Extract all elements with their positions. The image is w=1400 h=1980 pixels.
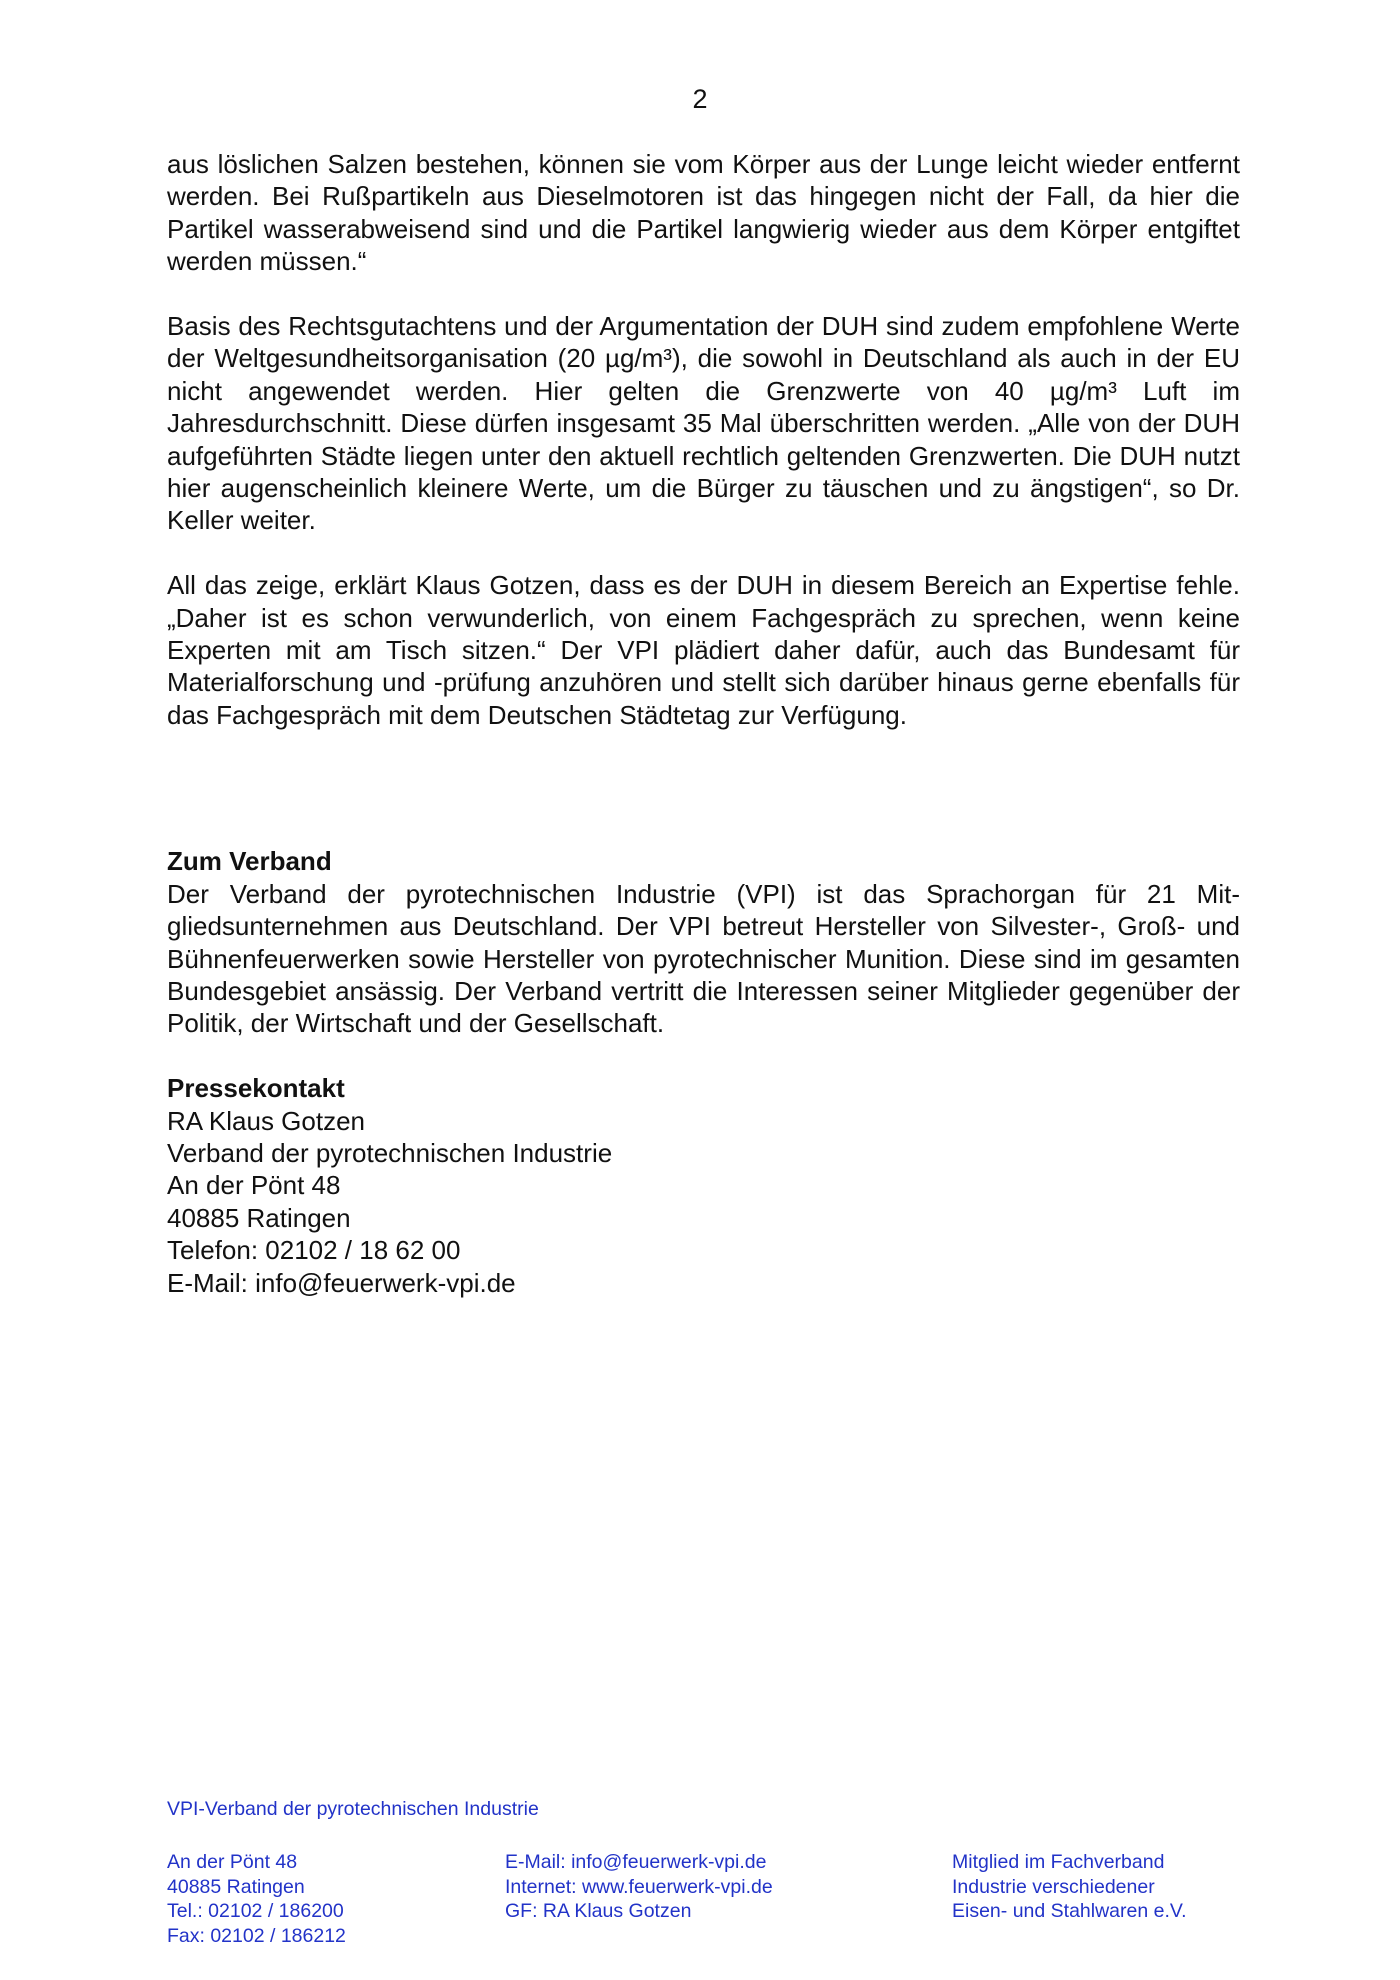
footer-membership-line-1: Mitglied im Fachverband <box>952 1851 1165 1873</box>
footer-website: Internet: www.feuerwerk-vpi.de <box>505 1875 773 1898</box>
paragraph-expertise: All das zeige, erklärt Klaus Gotzen, dass es der DUH in diesem Bereich an Expertise fehle. „Daher ist es schon verwunderlich, von einem Fachgespräch zu sprechen, wenn keine Experten mit am Tisch sitzen.“ Der VPI plädiert daher dafür, auch das Bundesamt für Materialforschung und -prüfung anzuhören und stellt sich darüber hinaus gerne ebenfalls für das Fachgespräch mit dem Deutschen Städtetag zur Verfügung. <box>167 570 1240 730</box>
footer-membership-line-2: Industrie verschiedener <box>952 1875 1155 1898</box>
paragraph-legal-opinion: Basis des Rechtsgutachtens und der Argumentation der DUH sind zudem empfohlene Werte der Weltgesundheitsorganisation (20 µg/m³), die sowohl in Deutschland als auch in der EU nicht angewendet werden. Hier gelten die Grenzwerte von 40 µg/m³ Luft im Jahresdurchschnitt. Diese dürfen insgesamt 35 Mal überschritten werden. „Alle von der DUH aufgeführten Städte liegen unter den aktuell rechtlich geltenden Grenzwerten. Die DUH nutzt hier augenscheinlich kleinere Werte, um die Bürger zu täuschen und zu ängstigen“, so Dr. Keller weiter. <box>167 311 1240 536</box>
footer-organization: VPI-Verband der pyrotechnischen Industrie <box>167 1798 539 1820</box>
footer-city: 40885 Ratingen <box>167 1875 305 1898</box>
document-body <box>167 148 1240 1299</box>
footer-address-column <box>167 1850 346 1948</box>
footer-membership-line-3: Eisen- und Stahlwaren e.V. <box>952 1900 1187 1922</box>
contact-organization: Verband der pyrotechnischen Industrie <box>167 1137 613 1168</box>
footer-membership-column <box>952 1850 1187 1924</box>
verband-text: Der Verband der pyrotechnischen Industrie (VPI) ist das Sprachorgan für 21 Mitgliedsunternehmen aus Deutschland. Der VPI betreut Hersteller von Silvester-, Groß- und Bühnenfeuerwerken sowie Hersteller von pyrotechnischer Munition. Diese sind im gesamten Bundesgebiet ansässig. Der Verband vertritt die Interessen seiner Mitglieder gegenüber der Politik, der Wirtschaft und der Gesellschaft. <box>167 878 1240 1039</box>
contact-email: E-Mail: info@feuerwerk-vpi.de <box>167 1267 516 1298</box>
footer-street: An der Pönt 48 <box>167 1851 298 1873</box>
footer-contact-column <box>505 1850 773 1924</box>
contact-city: 40885 Ratingen <box>167 1202 351 1233</box>
contact-name: RA Klaus Gotzen <box>167 1105 365 1136</box>
contact-phone: Telefon: 02102 / 18 62 00 <box>167 1235 461 1266</box>
footer-managing-director: GF: RA Klaus Gotzen <box>505 1900 692 1922</box>
footer-phone: Tel.: 02102 / 186200 <box>167 1900 344 1922</box>
contact-street: An der Pönt 48 <box>167 1170 341 1201</box>
verband-heading: Zum Verband <box>167 846 332 877</box>
footer-email: E-Mail: info@feuerwerk-vpi.de <box>505 1851 767 1873</box>
page-number: 2 <box>692 84 708 114</box>
paragraph-particles: aus löslichen Salzen bestehen, können sie vom Körper aus der Lunge leicht wieder entfernt werden. Bei Rußpartikeln aus Dieselmotoren ist das hingegen nicht der Fall, da hier die Partikel wasserabweisend sind und die Partikel langwierig wieder aus dem Körper entgiftet werden müssen.“ <box>167 149 1240 277</box>
letterhead-footer <box>167 1797 1267 1947</box>
footer-fax: Fax: 02102 / 186212 <box>167 1924 346 1947</box>
pressekontakt-heading: Pressekontakt <box>167 1073 345 1104</box>
